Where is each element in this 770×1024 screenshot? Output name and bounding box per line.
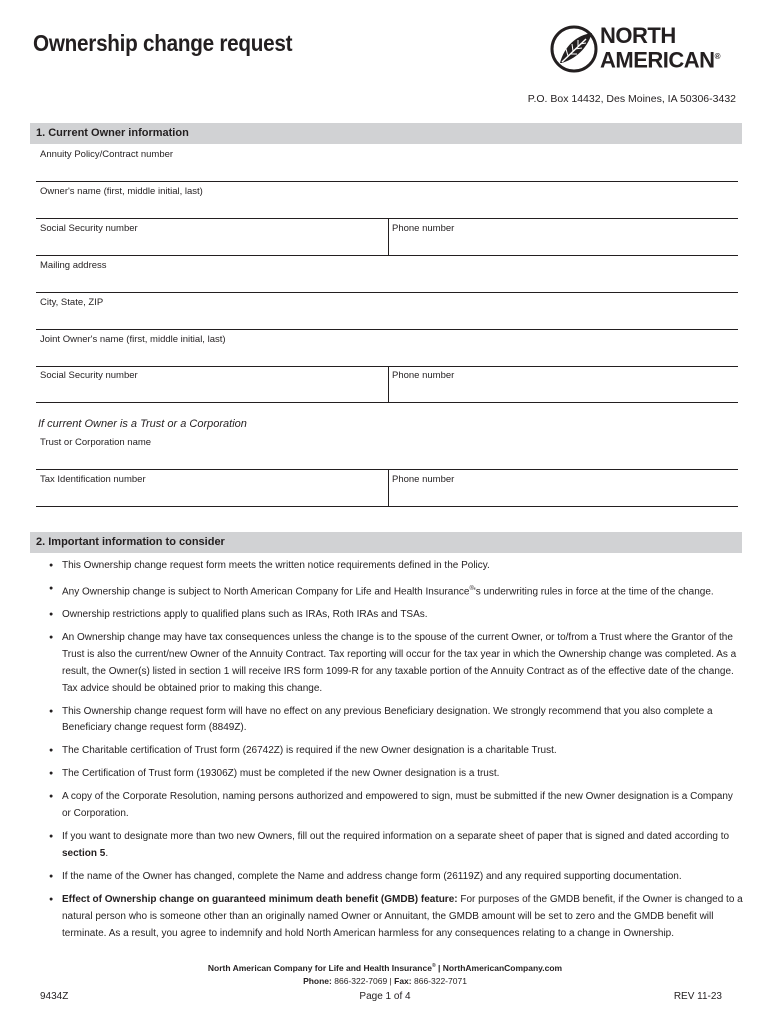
list-item bbox=[34, 789, 744, 823]
list-item bbox=[34, 869, 744, 886]
footer-company-name: North American Company for Life and Health Insurance bbox=[207, 962, 432, 973]
tax-id-label: Tax Identification number bbox=[40, 474, 146, 485]
section-5-reference: section 5 bbox=[62, 847, 106, 859]
footer-fax: 866-322-7071 bbox=[413, 975, 467, 986]
footer-separator: | bbox=[387, 975, 395, 986]
leaf-logo-icon bbox=[550, 25, 598, 73]
footer-phone-label: Phone: bbox=[303, 975, 332, 986]
footer-fax-label: Fax: bbox=[394, 975, 412, 986]
page-title: Ownership change request bbox=[33, 30, 293, 56]
page-number: Page 1 of 4 bbox=[359, 991, 411, 1002]
joint-ssn-phone-row[interactable] bbox=[36, 366, 738, 403]
owner-ssn-phone-row[interactable] bbox=[36, 219, 738, 256]
section-2-header: 2. Important information to consider bbox=[30, 532, 742, 553]
bullet-text: A copy of the Corporate Resolution, naming persons authorized and empowered to sign, must be submitted if the new Owner designation is a Company or Corporation. bbox=[62, 791, 733, 820]
form-number: 9434Z bbox=[40, 991, 69, 1002]
joint-ssn-label: Social Security number bbox=[40, 370, 138, 381]
list-item bbox=[34, 607, 744, 624]
bullet-text: Ownership restrictions apply to qualified plans such as IRAs, Roth IRAs and TSAs. bbox=[62, 609, 428, 621]
joint-owner-name-field[interactable] bbox=[36, 330, 738, 367]
owner-ssn-label: Social Security number bbox=[40, 223, 138, 234]
field-divider bbox=[388, 366, 389, 402]
policy-number-label: Annuity Policy/Contract number bbox=[40, 149, 174, 160]
mailing-address-field[interactable] bbox=[36, 256, 738, 293]
footer-registered-mark: ® bbox=[431, 963, 436, 969]
north-american-logo bbox=[550, 25, 740, 75]
field-divider bbox=[388, 219, 389, 255]
list-item bbox=[34, 581, 744, 601]
logo-line-1: NORTH bbox=[600, 23, 676, 48]
footer-company-info bbox=[0, 960, 770, 988]
bullet-text: An Ownership change may have tax consequences unless the change is to the spouse of the current Owner, or to/from a Trust where the Grantor of the Trust is also the current/new Owner of the Annuity Contract. Tax reporting will occur for the tax year in which the Ownership change was completed. As a result, the Owner(s) listed in section 1 will receive IRS form 1099-R for any taxable portion of the Annuity Contract as of the effective date of the change. Tax advice should be obtained prior to making this change. bbox=[62, 632, 737, 694]
trust-phone-label: Phone number bbox=[392, 474, 455, 485]
mailing-address-label: Mailing address bbox=[40, 260, 107, 271]
bullet-text: The Certification of Trust form (19306Z) must be completed if the new Owner designation is a trust. bbox=[62, 768, 500, 780]
footer-website-link[interactable]: NorthAmericanCompany.com bbox=[442, 962, 563, 973]
policy-number-field[interactable] bbox=[36, 145, 738, 182]
list-item bbox=[34, 630, 744, 697]
city-state-zip-field[interactable] bbox=[36, 293, 738, 330]
owner-phone-label: Phone number bbox=[392, 223, 455, 234]
mailing-address: P.O. Box 14432, Des Moines, IA 50306-3432 bbox=[527, 93, 736, 105]
list-item bbox=[34, 829, 744, 863]
revision-date: REV 11-23 bbox=[673, 991, 722, 1002]
bullet-text: 's underwriting rules in force at the time of the change. bbox=[473, 586, 714, 598]
footer-separator: | bbox=[435, 962, 443, 973]
trust-name-label: Trust or Corporation name bbox=[40, 437, 152, 448]
list-item bbox=[34, 892, 744, 942]
logo-wordmark bbox=[600, 23, 720, 73]
trust-name-field[interactable] bbox=[36, 433, 738, 470]
owner-name-label: Owner's name (first, middle initial, last) bbox=[40, 186, 203, 197]
city-state-zip-label: City, State, ZIP bbox=[40, 297, 104, 308]
bullet-text: . bbox=[105, 847, 109, 859]
bullet-text: Any Ownership change is subject to North American Company for Life and Health Insurance bbox=[62, 586, 470, 598]
registered-mark: ® bbox=[469, 585, 474, 592]
owner-name-field[interactable] bbox=[36, 182, 738, 219]
logo-registered-mark: ® bbox=[714, 52, 720, 61]
list-item bbox=[34, 743, 744, 760]
joint-owner-name-label: Joint Owner's name (first, middle initial, last) bbox=[40, 334, 226, 345]
section-1-header: 1. Current Owner information bbox=[30, 123, 742, 144]
bullet-text: This Ownership change request form meets the written notice requirements defined in the Policy. bbox=[62, 560, 490, 571]
important-info-list bbox=[34, 558, 744, 949]
logo-line-2: AMERICAN bbox=[600, 47, 715, 73]
trust-subheading: If current Owner is a Trust or a Corporation bbox=[38, 418, 247, 430]
bullet-text: For purposes of the GMDB benefit, if the Owner is changed to a natural person who is someone other than an originally named Owner or Annuitant, the GMDB amount will be set to zero and the GMDB benefit will terminate. As a result, you agree to indemnify and hold North American harmless for any consequences relating to a change in Ownership. bbox=[62, 893, 743, 939]
list-item bbox=[34, 558, 744, 575]
bullet-text: If the name of the Owner has changed, complete the Name and address change form (26119Z) and any required supporting documentation. bbox=[62, 870, 682, 882]
list-item bbox=[34, 704, 744, 738]
gmdb-heading: Effect of Ownership change on guaranteed minimum death benefit (GMDB) feature: bbox=[62, 893, 458, 905]
field-divider bbox=[388, 470, 389, 506]
footer-phone: 866-322-7069 bbox=[334, 975, 388, 986]
tax-id-phone-row[interactable] bbox=[36, 470, 738, 507]
bullet-text: This Ownership change request form will have no effect on any previous Beneficiary designation. We strongly recommend that you also complete a Beneficiary change request form (8849Z). bbox=[62, 705, 713, 734]
list-item bbox=[34, 766, 744, 783]
bullet-text: If you want to designate more than two new Owners, fill out the required information on a separate sheet of paper that is signed and dated according to bbox=[62, 831, 730, 843]
joint-phone-label: Phone number bbox=[392, 370, 455, 381]
bullet-text: The Charitable certification of Trust form (26742Z) is required if the new Owner designation is a charitable Trust. bbox=[62, 745, 557, 757]
